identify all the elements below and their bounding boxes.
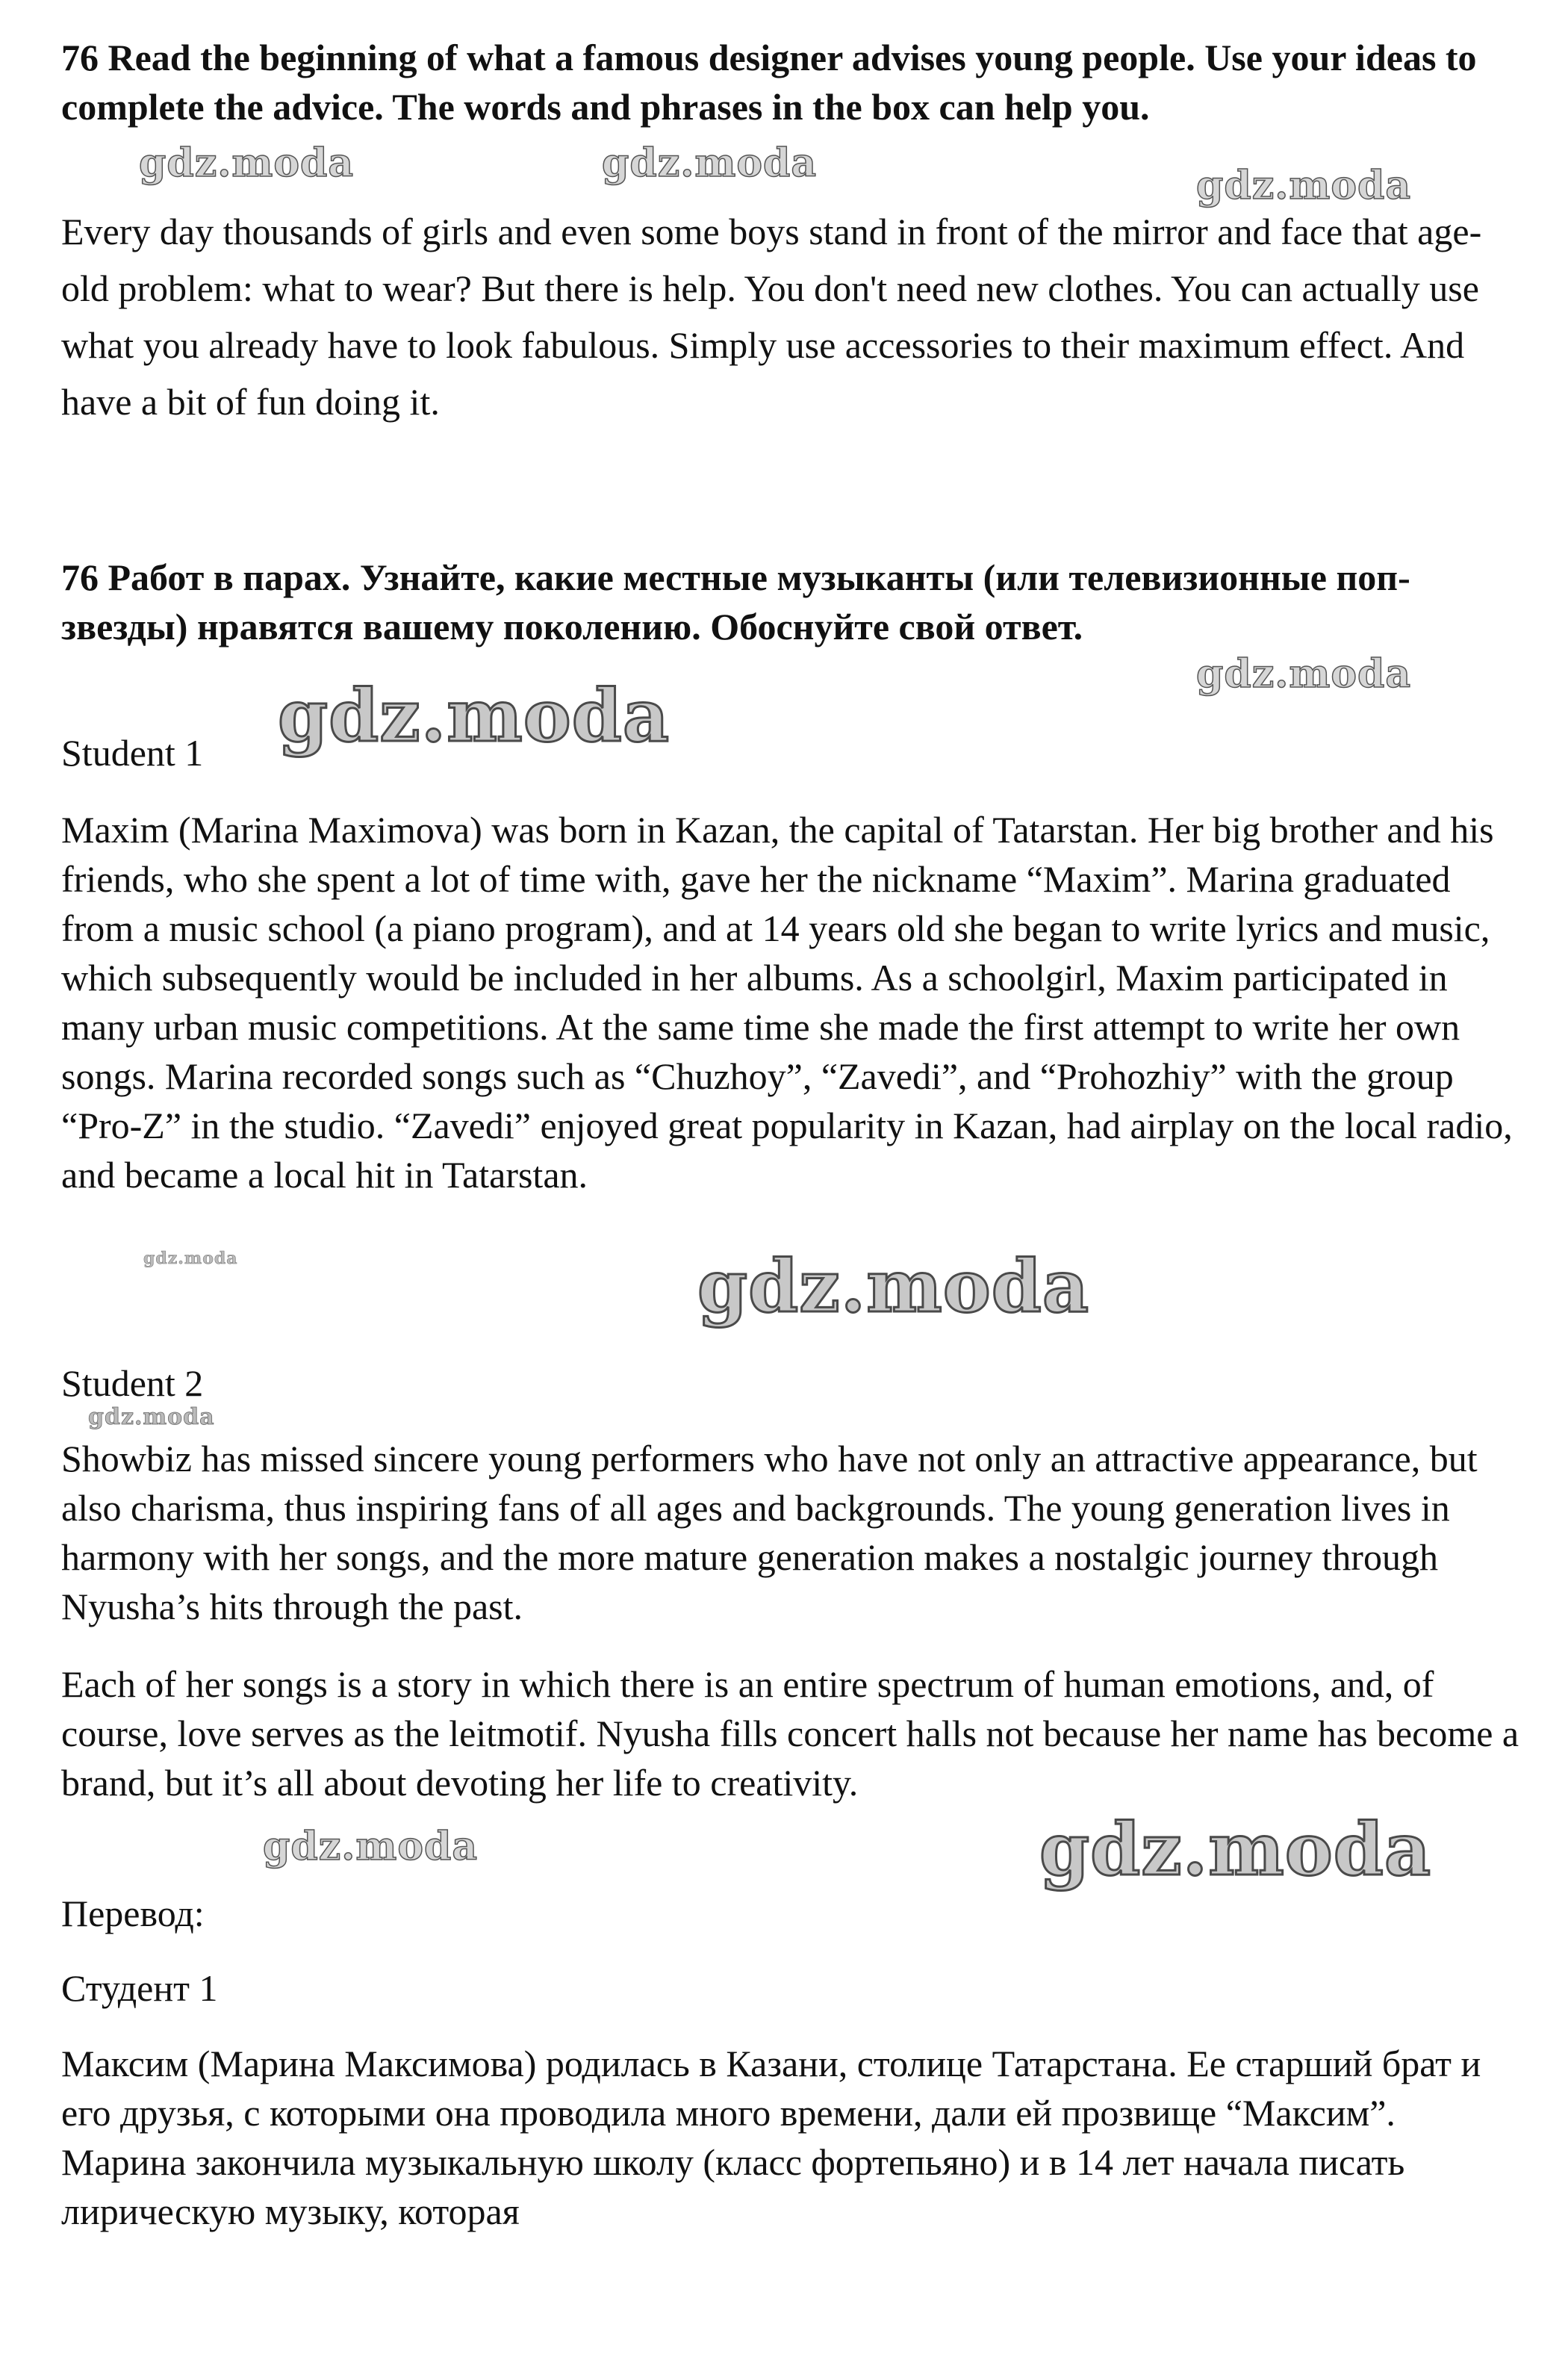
student1-ru-label: Студент 1 <box>61 1967 218 2009</box>
watermark-logo: gdz.moda <box>263 1824 479 1869</box>
watermark-logo: gdz.moda <box>278 674 671 758</box>
watermark-logo: gdz.moda <box>602 140 818 186</box>
task1-heading: 76 Read the beginning of what a famous designer advises young people. Use your ideas to complete the advice. The words and phrases in the box can help you. <box>61 37 1477 128</box>
watermark-logo: gdz.moda <box>697 1244 1090 1329</box>
watermark-logo: gdz.moda <box>1196 651 1412 697</box>
student2-text-1: Showbiz has missed sincere young performers who have not only an attractive appearance, but also charisma, thus inspiring fans of all ages and backgrounds. The young generation lives in harmony with her songs, and the more mature generation makes a nostalgic journey through Nyusha’s hits through the past. <box>61 1438 1478 1627</box>
task2-heading: 76 Работ в парах. Узнайте, какие местные музыканты (или телевизионные поп-звезды) нравятся вашему поколению. Обоснуйте свой ответ. <box>61 556 1410 648</box>
watermark-logo: gdz.moda <box>88 1404 215 1430</box>
watermark-logo: gdz.moda <box>1039 1807 1432 1892</box>
task1-text: Every day thousands of girls and even some boys stand in front of the mirror and face that age-old problem: what to wear? But there is help. You don't need new clothes. You can actually use what you already have to look fabulous. Simply use accessories to their maximum effect. And have a bit of fun doing it. <box>61 211 1482 423</box>
student2-label: Student 2 <box>61 1362 204 1404</box>
student1-ru-text: Максим (Марина Максимова) родилась в Казани, столице Татарстана. Ее старший брат и его друзья, с которыми она проводила много времени, дали ей прозвище “Максим”. Марина закончила музыкальную школу (класс фортепьяно) и в 14 лет начала писать лирическую музыку, которая <box>61 2043 1481 2232</box>
student1-label: Student 1 <box>61 732 204 774</box>
watermark-logo: gdz.moda <box>143 1249 238 1268</box>
watermark-logo: gdz.moda <box>1196 163 1412 208</box>
student2-text-2: Each of her songs is a story in which there is an entire spectrum of human emotions, and, of course, love serves as the leitmotif. Nyusha fills concert halls not because her name has become a brand, but it’s all about devoting her life to creativity. <box>61 1663 1519 1804</box>
translation-label: Перевод: <box>61 1892 205 1934</box>
watermark-logo: gdz.moda <box>139 140 355 186</box>
student1-text: Maxim (Marina Maximova) was born in Kazan, the capital of Tatarstan. Her big brother and his friends, who she spent a lot of time with, gave her the nickname “Maxim”. Marina graduated from a music school (a piano program), and at 14 years old she began to write lyrics and music, which subsequently would be included in her albums. As a schoolgirl, Maxim participated in many urban music competitions. At the same time she made the first attempt to write her own songs. Marina recorded songs such as “Chuzhoy”, “Zavedi”, and “Prohozhiy” with the group “Pro-Z” in the studio. “Zavedi” enjoyed great popularity in Kazan, had airplay on the local radio, and became a local hit in Tatarstan. <box>61 809 1513 1196</box>
